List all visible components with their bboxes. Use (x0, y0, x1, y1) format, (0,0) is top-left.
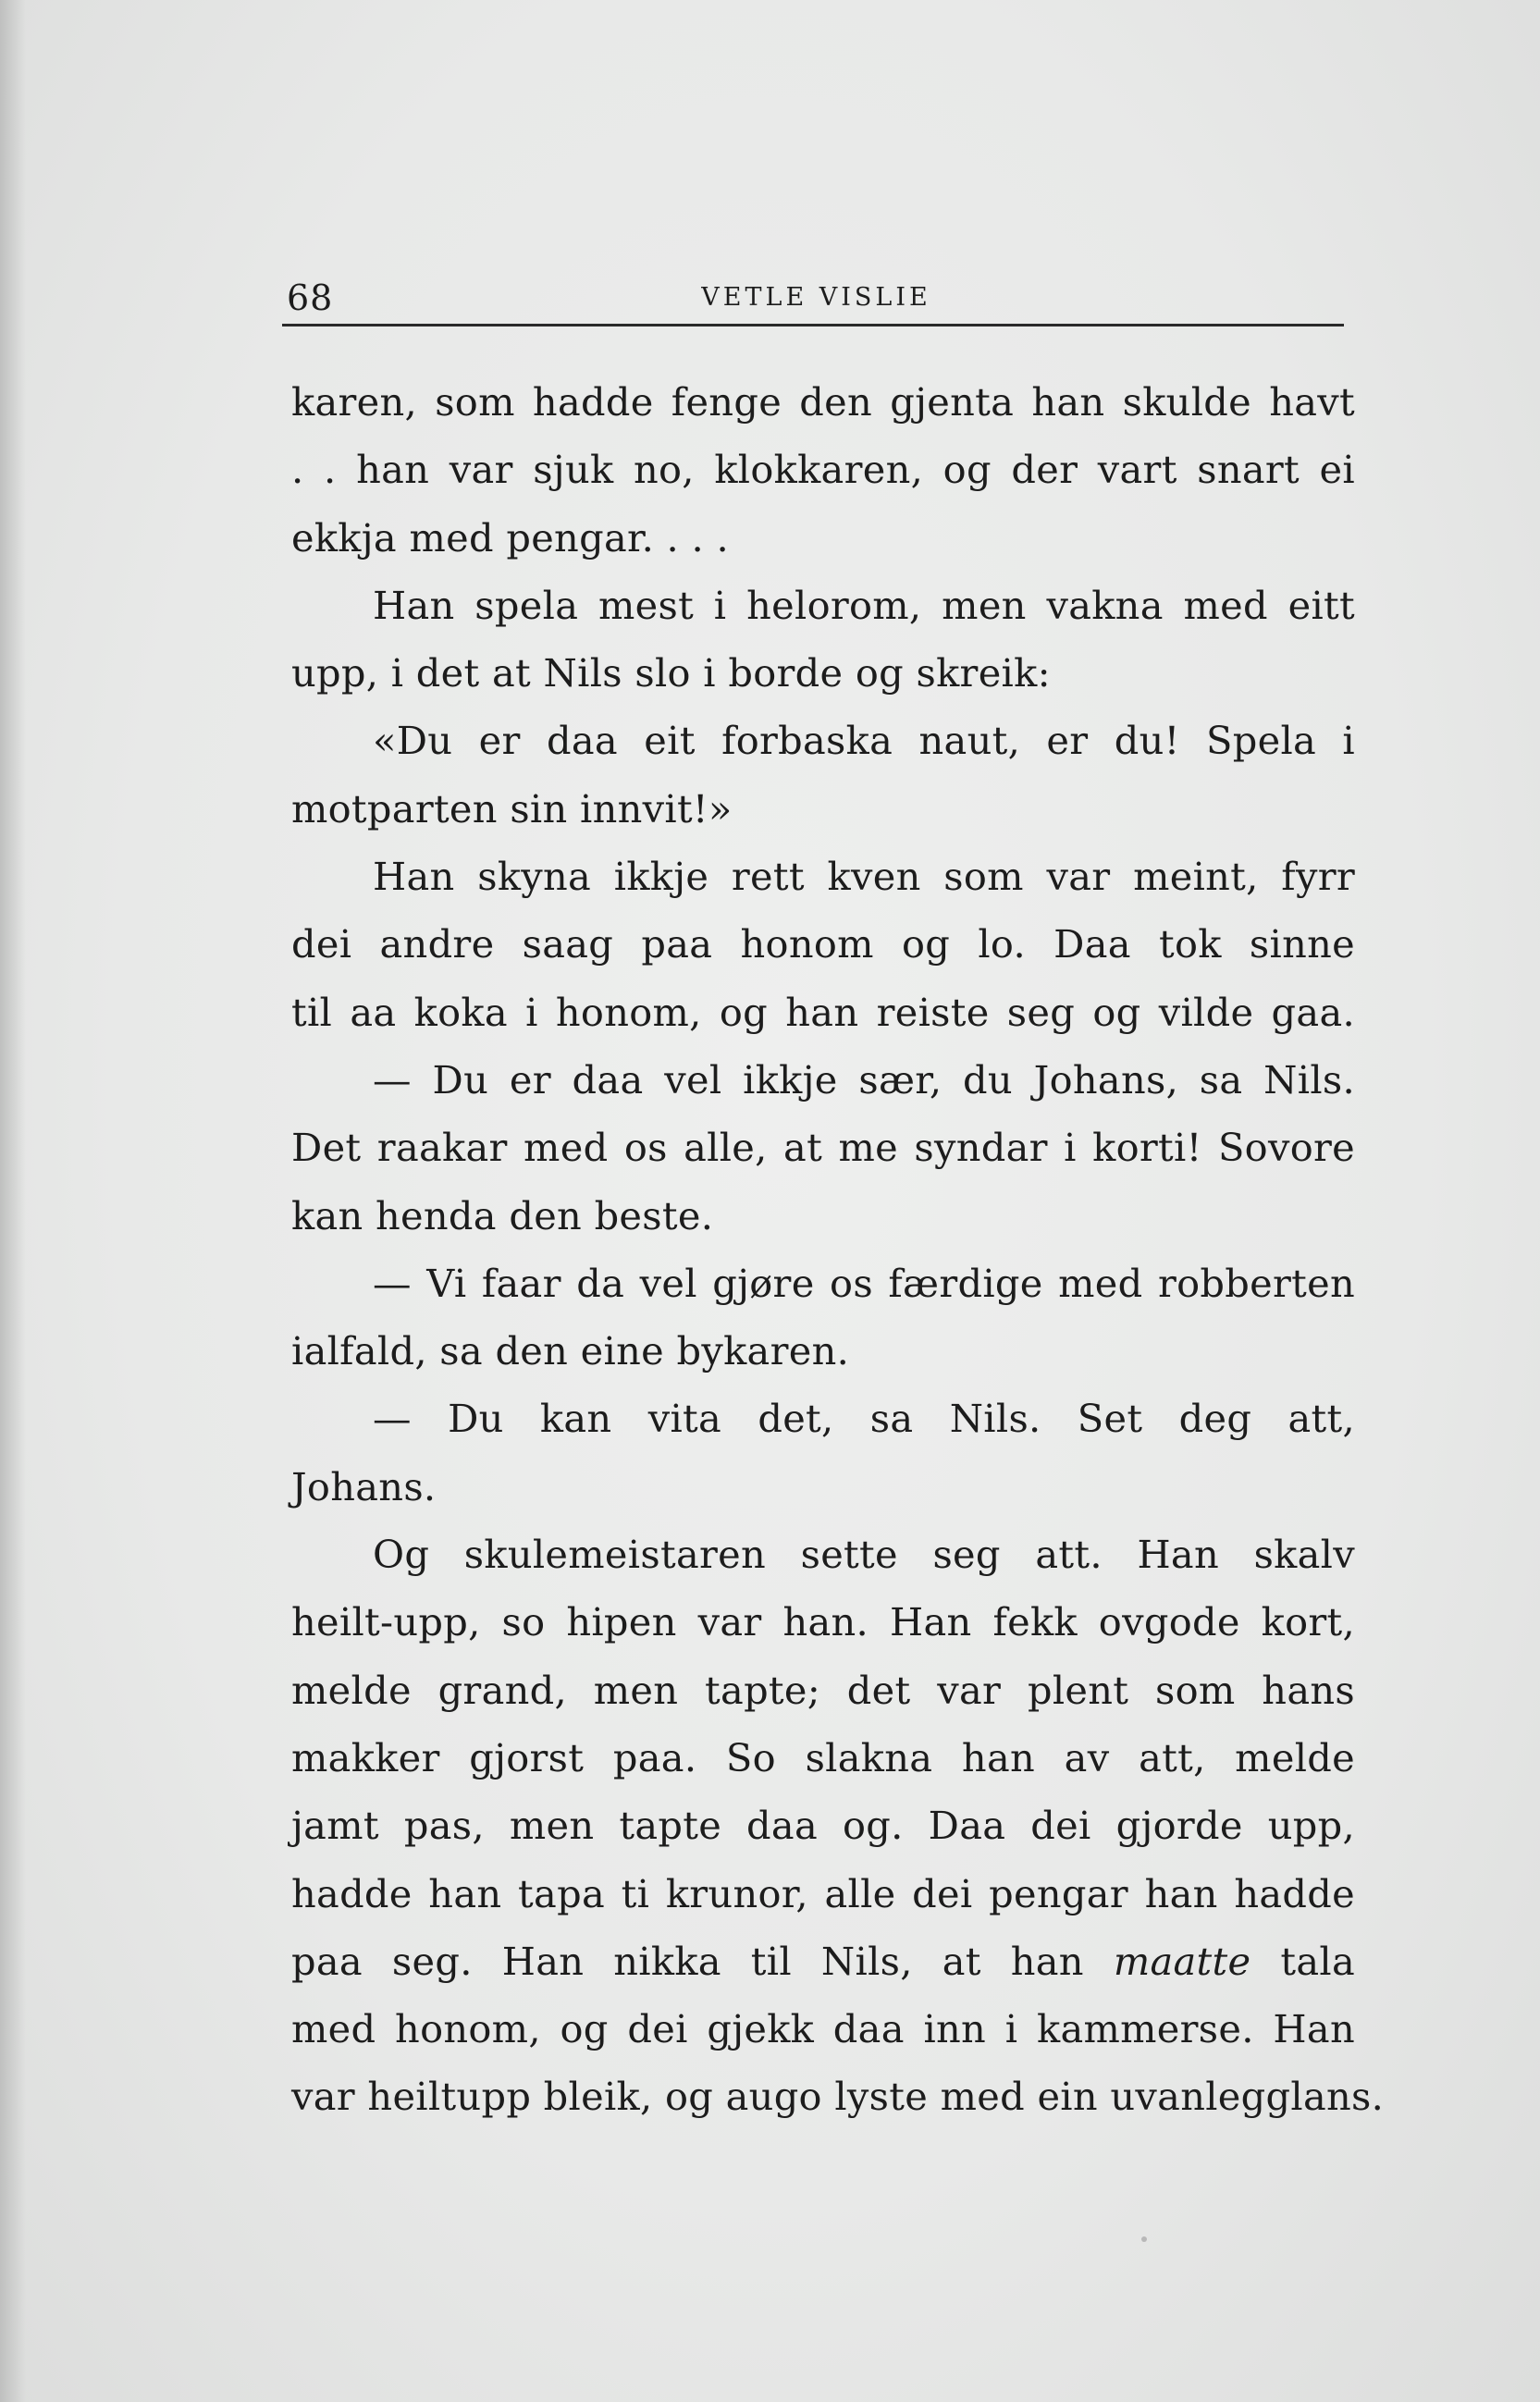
text-line: hadde han tapa ti krunor, alle dei pengar han hadde (291, 1870, 1355, 1916)
text-line: karen, som hadde fenge den gjenta han skulde havt (291, 379, 1355, 425)
text-line: ialfald, sa den eine bykaren. (291, 1328, 850, 1374)
text-line: heilt-upp, so hipen var han. Han fekk ovgode kort, (291, 1599, 1355, 1645)
paper-speck (1141, 2236, 1147, 2242)
text-line: «Du er daa eit forbaska naut, er du! Spela i (373, 718, 1355, 764)
page-edge-shadow (0, 0, 26, 2402)
text-line: dei andre saag paa honom og lo. Daa tok sinne (291, 921, 1355, 967)
page-number: 68 (287, 277, 334, 318)
body-text (291, 368, 1385, 2131)
text-line: jamt pas, men tapte daa og. Daa dei gjorde upp, (291, 1803, 1355, 1849)
text-line: — Du er daa vel ikkje sær, du Johans, sa Nils. (373, 1056, 1355, 1102)
text-line: — Du kan vita det, sa Nils. Set deg att, (373, 1396, 1355, 1442)
text-line: Han spela mest i helorom, men vakna med eitt (373, 582, 1355, 628)
text-line-part: paa seg. Han nikka til Nils, at han (291, 1938, 1084, 1984)
text-line-with-emphasis (291, 1928, 1355, 1995)
emphasized-word: maatte (1113, 1938, 1251, 1984)
text-line: Og skulemeistaren sette seg att. Han skalv (373, 1532, 1355, 1578)
text-line: . . han var sjuk no, klokkaren, og der vart snart ei (291, 447, 1355, 493)
text-line: Det raakar med os alle, at me syndar i korti! Sovore (291, 1125, 1355, 1171)
page-header (287, 277, 1346, 324)
text-line: upp, i det at Nils slo i borde og skreik: (291, 650, 1051, 696)
header-rule (282, 324, 1344, 326)
text-line: var heiltupp bleik, og augo lyste med ein uvanlegglans. (291, 2074, 1385, 2120)
text-line: Han skyna ikkje rett kven som var meint, fyrr (373, 854, 1355, 900)
text-line-part: tala (1280, 1938, 1355, 1984)
text-line: motparten sin innvit!» (291, 785, 733, 831)
text-line: ekkja med pengar. . . . (291, 514, 730, 560)
text-line: makker gjorst paa. So slakna han av att, melde (291, 1734, 1355, 1780)
text-line: — Vi faar da vel gjøre os færdige med robberten (373, 1260, 1355, 1306)
text-line: Johans. (291, 1463, 437, 1509)
text-line: kan henda den beste. (291, 1192, 714, 1238)
text-line: melde grand, men tapte; det var plent som hans (291, 1667, 1355, 1713)
text-line: med honom, og dei gjekk daa inn i kammerse. Han (291, 2006, 1355, 2052)
running-head: VETLE VISLIE (701, 283, 931, 312)
text-line: til aa koka i honom, og han reiste seg og vilde gaa. (291, 989, 1355, 1035)
